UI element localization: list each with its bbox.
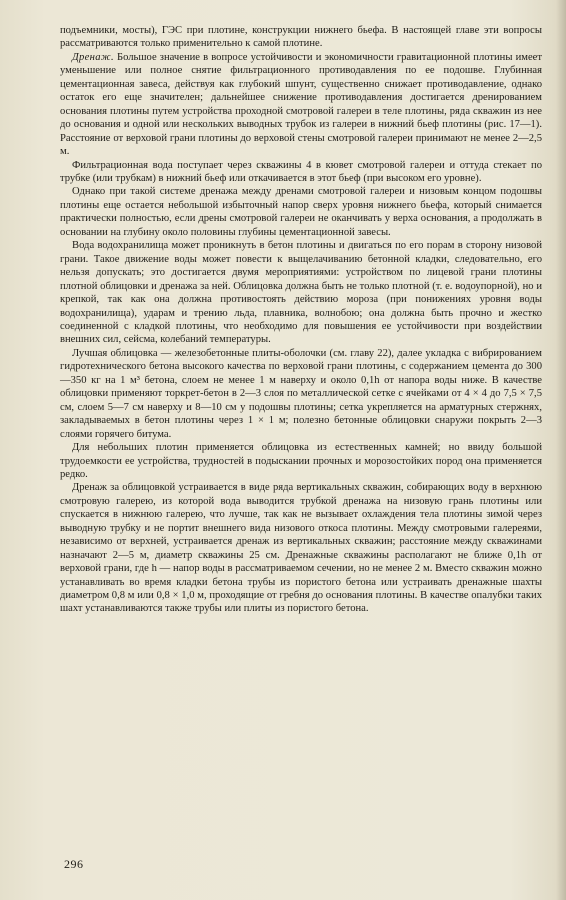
paragraph-3 [60, 159, 542, 186]
paragraph-text: Фильтрационная вода поступает через скважины 4 в кювет смотровой галереи и оттуда стекает по трубке (или трубкам) в нижний бьеф или откачивается в этот бьеф (при высоком его уровне). [60, 159, 542, 184]
paragraph-text: Для небольших плотин применяется облицовка из естественных камней; но ввиду большой трудоемкости ее устройства, трудностей в подыскании прочных и морозостойких пород она применяется редко. [60, 442, 542, 480]
paragraph-6 [60, 347, 542, 441]
paragraph-text: Однако при такой системе дренажа между дренами смотровой галереи и низовым концом подошвы плотины еще остается небольшой избыточный напор сверх уровня нижнего бьефа, который снимается практически полностью, если дрены смотровой галереи не оканчивать у верха основания, а продолжать в основании на глубину около половины глубины цементационной завесы. [60, 186, 542, 238]
paragraph-text: Большое значение в вопросе устойчивости и экономичности гравитационной плотины имеет уменьшение или полное снятие фильтрационного противодавления по ее подошве. Глубинная цементационная завеса, действуя как глубокий шпунт, существенно снижает противодавление, однако остаток его еще значителен; дальнейшее снижение противодавления достигается дренированием основания плотины путем устройства проходной смотровой галереи в теле плотины, ряда скважин из нее до основания и одной или нескольких выводных трубок из галереи в нижний бьеф плотины (рис. 17—1). Расстояние от верховой грани плотины до верховой стены смотровой галереи принимают не менее 2—2,5 м. [60, 51, 542, 158]
page-number: 296 [64, 857, 84, 871]
paragraph-4 [60, 185, 542, 239]
section-term: Дренаж. [72, 51, 114, 63]
paragraph-8 [60, 481, 542, 616]
paragraph-text: подъемники, мосты), ГЭС при плотине, конструкции нижнего бьефа. В настоящей главе эти вопросы рассматриваются только применительно к самой плотине. [60, 25, 542, 50]
paragraph-5 [60, 239, 542, 347]
paragraph-1 [60, 24, 542, 51]
paragraph-text: Лучшая облицовка — железобетонные плиты-оболочки (см. главу 22), далее укладка с вибрированием гидротехнического бетона высокого качества по верховой грани плотины, с содержанием цемента до 300—350 кг на 1 м³ бетона, слоем не менее 1 м наверху и около 0,1h от напора воды ниже. В качестве облицовки применяют торкрет-бетон в 2—3 слоя по металлической сетке с ячейками от 4 × 4 до 7,5 × 7,5 см, слоем 5—7 см наверху и 8—10 см у подошвы плотины; сетка укрепляется на арматурных стержнях, закладываемых в бетон плотины через 1 × 1 м; полезно бетонные облицовки снаружи покрыть 2—3 слоями горячего битума. [60, 347, 542, 440]
page-edge-shadow [556, 0, 566, 900]
paragraph-text: Вода водохранилища может проникнуть в бетон плотины и двигаться по его порам в сторону низовой грани. Такое движение воды может повести к выщелачиванию бетонной кладки, следовательно, его нельзя допускать; это достигается двумя мероприятиями: устройством по лицевой грани плотины плотной облицовки и дренажа за ней. Облицовка должна быть не только плотной (т. е. водоупорной), но и крепкой, так как она должна противостоять действию мороза (при понижениях уровня воды водохранилища), ударам и трению льда, плавника, волнобою; она должна быть прочно и жестко соединенной с кладкой плотины, что необходимо для повышения ее устойчивости при воздействии внешних сил, сейсма, колебаний температуры. [60, 240, 542, 346]
paragraph-text: Дренаж за облицовкой устраивается в виде ряда вертикальных скважин, собирающих воду в верхнюю смотровую галерею, из которой вода выводится трубкой дренажа на низовую грань плотины или спускается в нижнюю галерею, что лучше, так как не вызывает охлаждения тела плотины зимой через выводную трубку и не портит внешнего вида низового откоса плотины. Между смотровыми галереями, независимо от верхней, устраивается дренаж из вертикальных скважин; расстояние между скважинами назначают 2—5 м, диаметр скважины 25 см. Дренажные скважины располагают не ближе 0,1h от верховой грани, где h — напор воды в рассматриваемом сечении, но не менее 2 м. Вместо скважин можно устанавливать во время кладки бетона трубы из пористого бетона или устраивать дренажные шахты диаметром 0,8 м или 0,8 × 1,0 м, проходящие от гребня до основания плотины. В качестве опалубки таких шахт устанавливаются также трубы или плиты из пористого бетона. [60, 482, 542, 615]
paragraph-drainage [60, 51, 542, 159]
body-text [60, 24, 542, 616]
paragraph-7 [60, 441, 542, 481]
